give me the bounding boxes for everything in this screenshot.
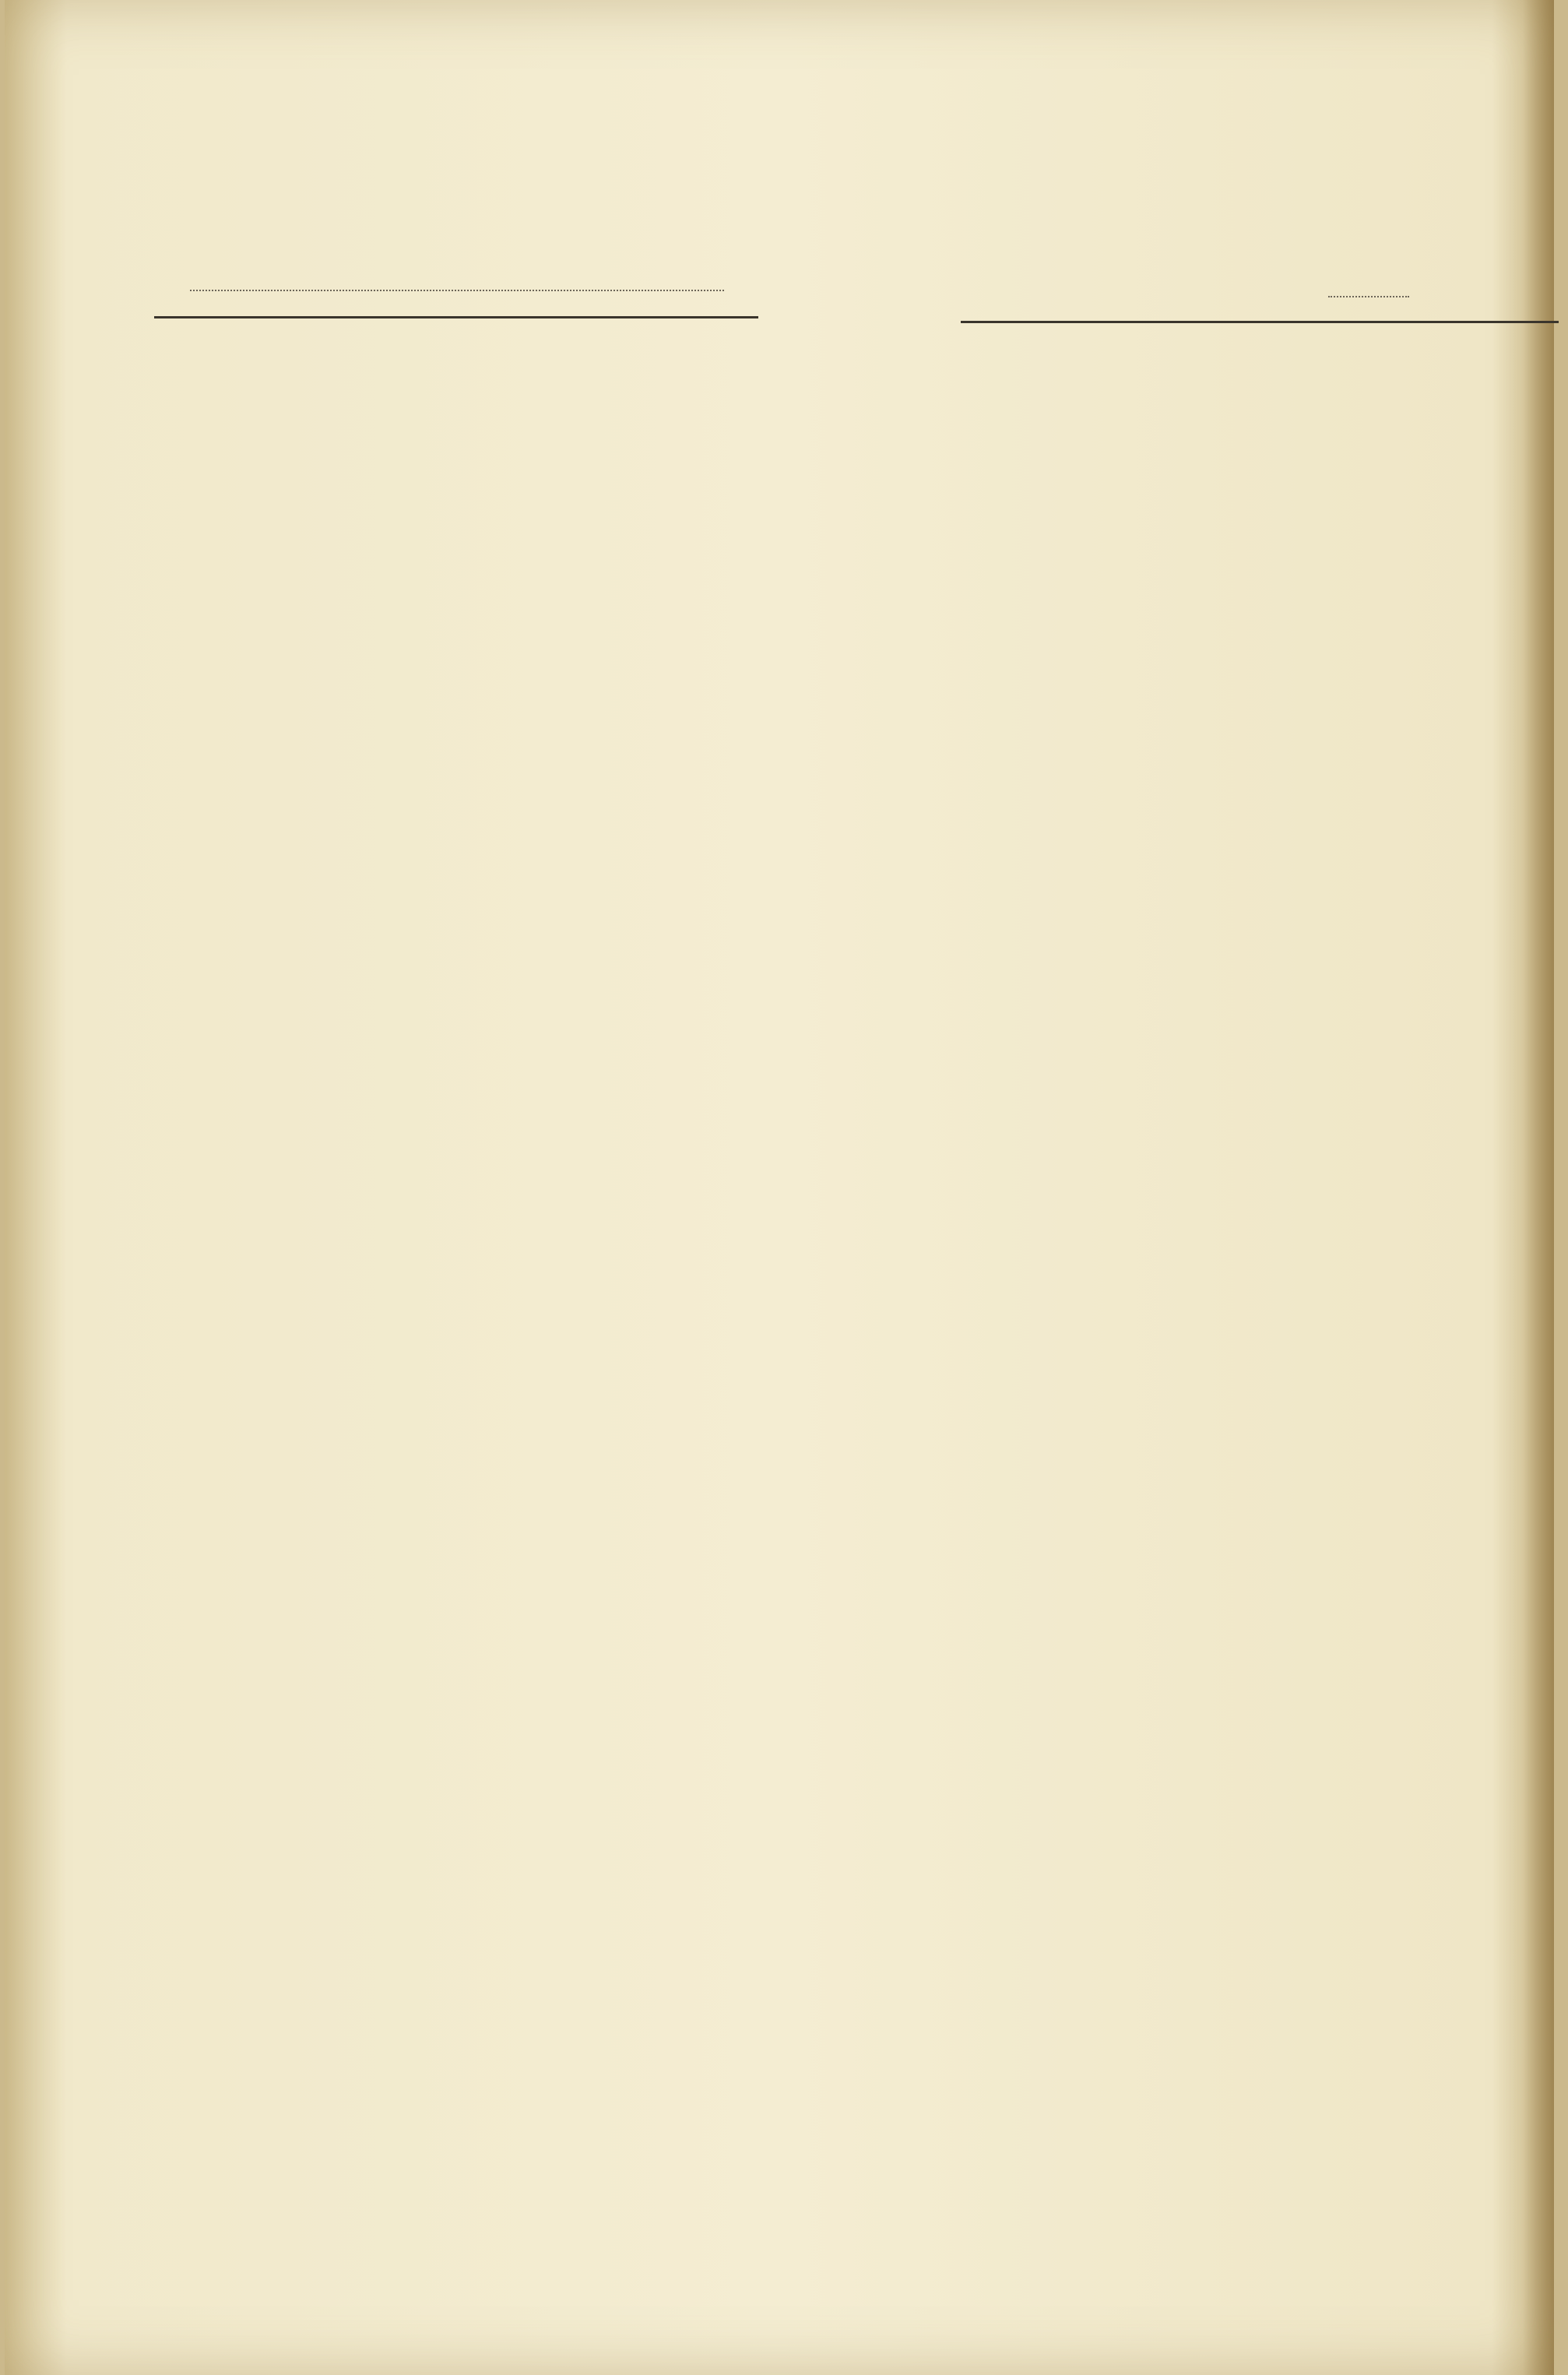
year-dotted-line [1328, 296, 1409, 297]
place-dotted-line [190, 290, 724, 291]
header-rule-left [154, 316, 758, 318]
header-rule-right [961, 321, 1559, 323]
page-edge-shadow [1523, 0, 1554, 2375]
document-page [5, 0, 1554, 2375]
